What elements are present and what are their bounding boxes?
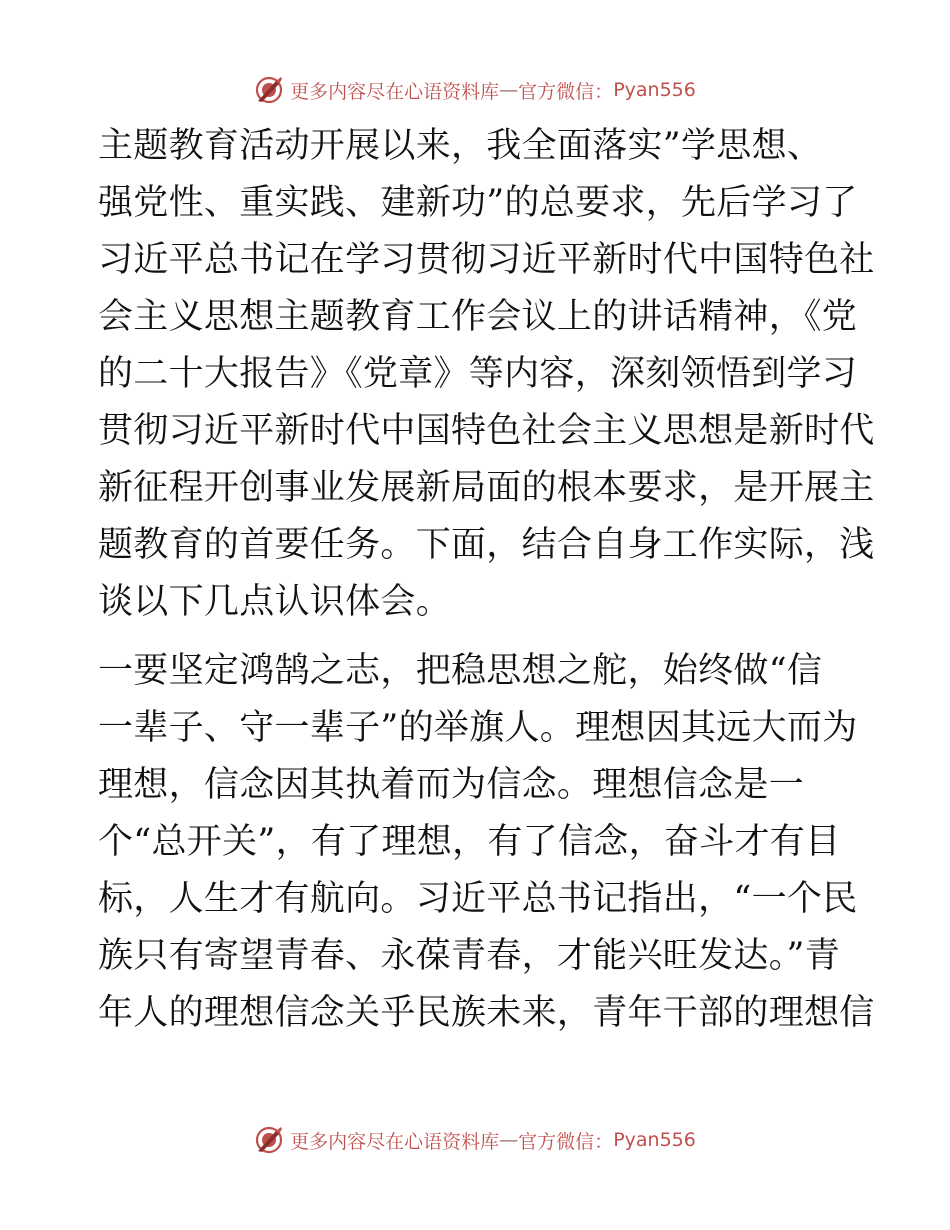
text-line: 题教育的首要任务。下面，结合自身工作实际，浅 [98, 525, 875, 565]
watermark-text: 更多内容尽在心语资料库 [290, 1130, 500, 1153]
text-line: 强党性、重实践、建新功”的总要求，先后学习了 [98, 183, 858, 223]
text-line: 一辈子、守一辈子”的举旗人。理想因其远大而为 [98, 708, 858, 748]
quill-seal-icon [254, 1125, 284, 1155]
watermark-separator: — [499, 1129, 519, 1151]
watermark-wechat-id: Pyan556 [613, 1129, 696, 1151]
quill-seal-icon [254, 75, 284, 105]
text-line: 个“总开关”，有了理想，有了信念，奋斗才有目 [98, 822, 841, 862]
watermark-wechat-label: 官方微信： [518, 80, 614, 103]
paragraph-point-one [98, 643, 875, 1042]
watermark-wechat-id: Pyan556 [613, 79, 696, 101]
text-line: 习近平总书记在学习贯彻习近平新时代中国特色社 [98, 240, 875, 280]
text-line: 年人的理想信念关乎民族未来，青年干部的理想信 [98, 993, 875, 1033]
header-watermark [0, 70, 950, 110]
watermark-text: 更多内容尽在心语资料库 [290, 80, 500, 103]
text-line: 会主义思想主题教育工作会议上的讲话精神，《党 [98, 297, 858, 337]
text-line: 贯彻习近平新时代中国特色社会主义思想是新时代 [98, 411, 875, 451]
watermark-wechat-label: 官方微信： [518, 1130, 614, 1153]
text-line: 标，人生才有航向。习近平总书记指出，“一个民 [98, 879, 858, 919]
text-line: 族只有寄望青春、永葆青春，才能兴旺发达。”青 [98, 936, 840, 976]
paragraph-intro [98, 118, 875, 631]
text-line: 理想，信念因其执着而为信念。理想信念是一 [98, 765, 805, 805]
document-body [98, 118, 875, 1042]
text-line: 的二十大报告》《党章》等内容，深刻领悟到学习 [98, 354, 858, 394]
text-line: 新征程开创事业发展新局面的根本要求，是开展主 [98, 468, 875, 508]
text-line: 主题教育活动开展以来，我全面落实”学思想、 [98, 126, 823, 166]
text-line: 一要坚定鸿鹄之志，把稳思想之舵，始终做“信 [98, 651, 823, 691]
text-line: 谈以下几点认识体会。 [98, 582, 452, 622]
watermark-separator: — [499, 79, 519, 101]
footer-watermark [0, 1120, 950, 1160]
